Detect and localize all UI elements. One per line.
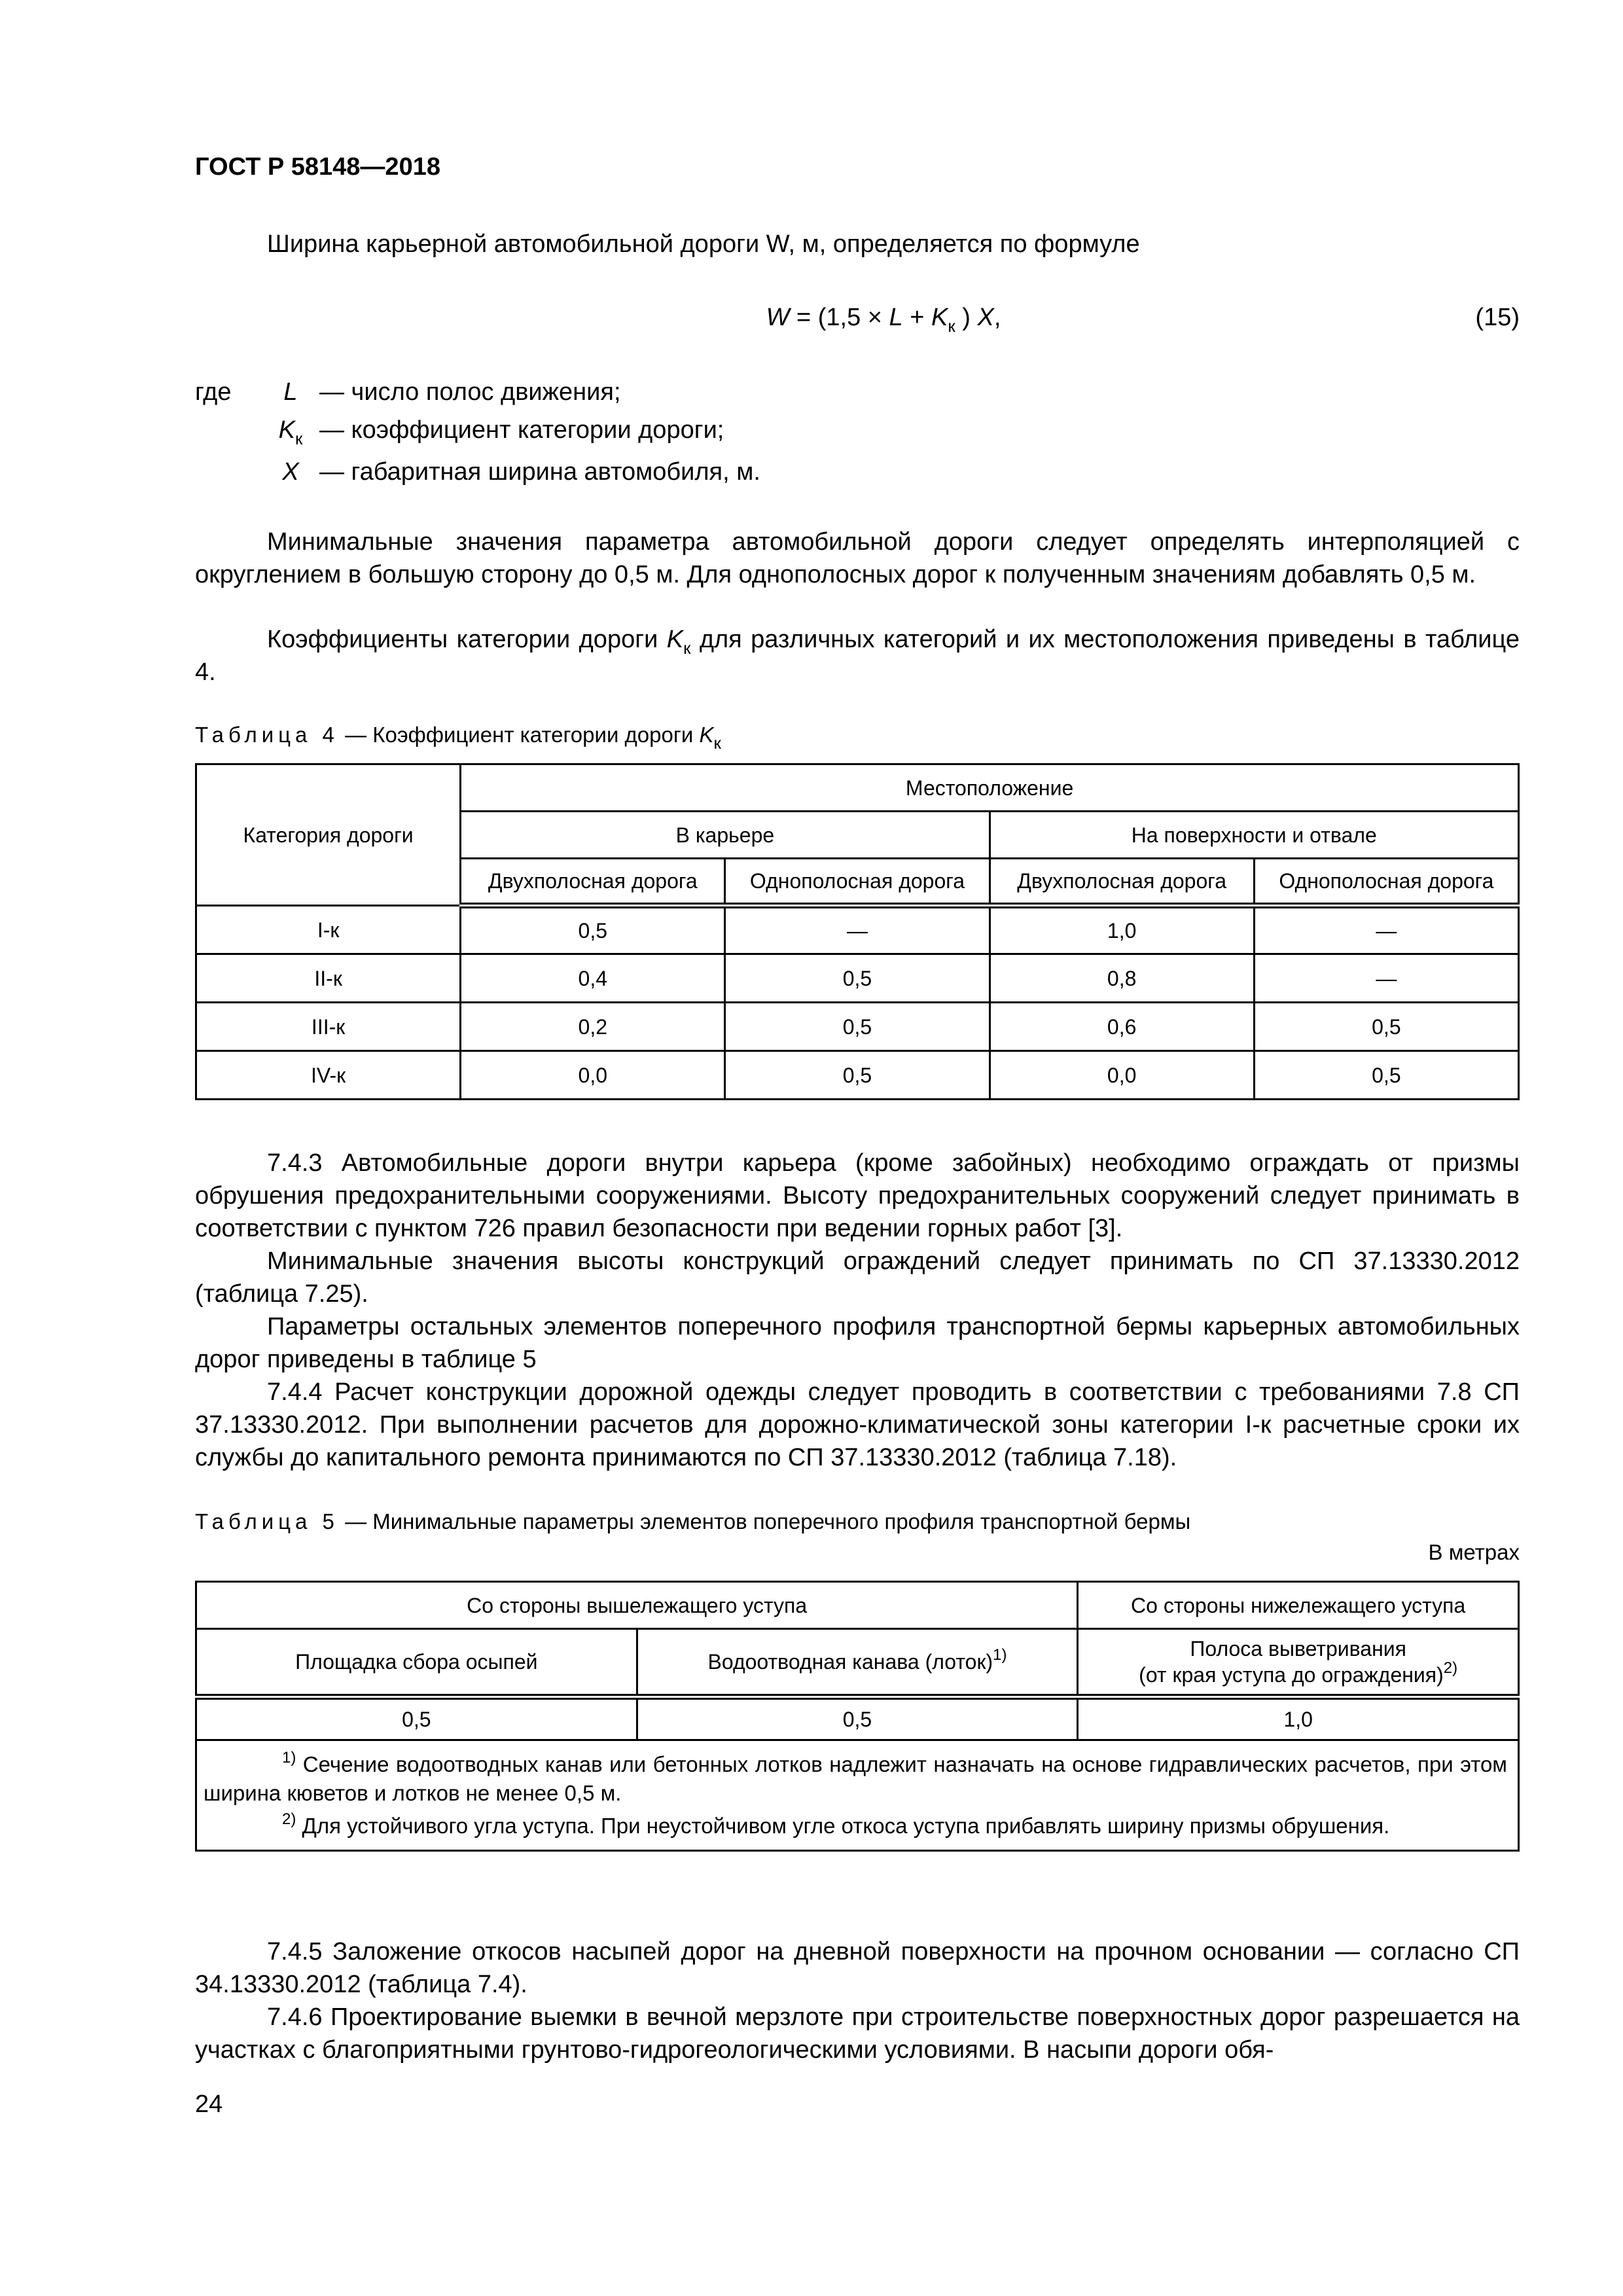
symbol: K xyxy=(278,416,295,444)
header-one-lane: Однополосная дорога xyxy=(1254,859,1518,906)
cell: 0,5 xyxy=(637,1697,1078,1740)
symbol: K xyxy=(699,723,714,747)
cell: 0,5 xyxy=(725,1003,990,1051)
header-surface: На поверхности и отвале xyxy=(990,812,1518,859)
header-one-lane: Однополосная дорога xyxy=(725,859,990,906)
footnote xyxy=(204,1812,1507,1840)
text: Сечение водоотводных канав или бетонных лотков надлежит назначать на основе гидравлических расчетов, при этом ширина кюветов и лотков не менее 0,5 м. xyxy=(204,1752,1507,1805)
table-row xyxy=(196,1003,1519,1051)
header-drain-ditch xyxy=(637,1629,1078,1697)
caption-text: — Минимальные параметры элементов поперечного профиля транспортной бермы xyxy=(338,1509,1191,1534)
cell: II-к xyxy=(196,954,461,1003)
cell: — xyxy=(725,906,990,954)
header-weathering-strip xyxy=(1078,1629,1519,1697)
section-7-4-4: 7.4.4 Расчет конструкции дорожной одежды следует проводить в соответствии с требованиями 7.8 СП 37.13330.2012. При выполнении расчетов для дорожно-климатической зоны категории I-к расчетные сроки их службы до капитального ремонта принимаются по СП 37.13330.2012 (таблица 7.18). xyxy=(195,1378,1520,1471)
symbol: X xyxy=(282,458,299,486)
cell: 0,2 xyxy=(461,1003,725,1051)
caption-label: Таблица 5 xyxy=(195,1509,339,1534)
cell: 0,5 xyxy=(1254,1003,1518,1051)
symbol: L xyxy=(283,378,298,406)
cell: 0,8 xyxy=(990,954,1254,1003)
formula-var: W xyxy=(766,304,790,331)
cell: — xyxy=(1254,954,1518,1003)
symbol-sub: к xyxy=(683,638,691,658)
text: для различных категорий и их местоположения приведены в таблице 4. xyxy=(195,626,1520,686)
header-upper-side: Со стороны вышележащего уступа xyxy=(196,1582,1078,1629)
header-lower-side: Со стороны нижележащего уступа xyxy=(1078,1582,1519,1629)
cell: 0,0 xyxy=(461,1051,725,1100)
header-two-lane: Двухполосная дорога xyxy=(990,859,1254,906)
cell: 0,4 xyxy=(461,954,725,1003)
header-two-lane: Двухполосная дорога xyxy=(461,859,725,906)
cell: — xyxy=(1254,906,1518,954)
text: Водоотводная канава (лоток) xyxy=(707,1650,993,1674)
formula-var: L xyxy=(889,304,903,331)
table5-units: В метрах xyxy=(1428,1540,1520,1564)
formula-text: + xyxy=(902,304,931,331)
cell: 0,6 xyxy=(990,1003,1254,1051)
definition: — габаритная ширина автомобиля, м. xyxy=(319,458,760,486)
cell: IV-к xyxy=(196,1051,461,1100)
definition: — коэффициент категории дороги; xyxy=(319,416,724,444)
table4-caption xyxy=(195,719,1520,751)
section-7-4-3 xyxy=(195,1147,1520,1474)
footnote-mark: 2) xyxy=(1443,1659,1458,1677)
cell: 0,5 xyxy=(461,906,725,954)
table4 xyxy=(195,763,1520,1100)
cell: III-к xyxy=(196,1003,461,1051)
paragraph: 7.4.5 Заложение откосов насыпей дорог на дневной поверхности на прочном основании — согласно СП 34.13330.2012 (таблица 7.4). xyxy=(195,1938,1520,1998)
formula-text: = (1,5 × xyxy=(789,304,889,331)
where-list xyxy=(195,376,1520,488)
footnote-mark: 2) xyxy=(282,1810,296,1828)
footnote-mark: 1) xyxy=(993,1646,1007,1664)
header-scree-area: Площадка сбора осыпей xyxy=(196,1629,637,1697)
cell: I-к xyxy=(196,906,461,954)
formula-text: , xyxy=(993,304,1001,331)
formula-var: X xyxy=(977,304,994,331)
cell: 0,5 xyxy=(1254,1051,1518,1100)
formula-number: (15) xyxy=(1475,304,1520,331)
table-row xyxy=(196,906,1519,954)
document-code-header: ГОСТ Р 58148—2018 xyxy=(195,153,440,181)
table5-caption xyxy=(195,1505,1520,1538)
paragraph: Параметры остальных элементов поперечного профиля транспортной бермы карьерных автомобильных дорог приведены в таблице 5 xyxy=(195,1313,1520,1373)
symbol-sub: к xyxy=(294,429,303,448)
cell: 0,0 xyxy=(990,1051,1254,1100)
table-row xyxy=(196,1697,1519,1740)
footnote xyxy=(204,1750,1507,1808)
formula-var: K xyxy=(931,304,948,331)
table-row xyxy=(196,1051,1519,1100)
cell: 1,0 xyxy=(990,906,1254,954)
formula-text: ) xyxy=(955,304,978,331)
text: (от края уступа до ограждения) xyxy=(1139,1663,1444,1687)
table5 xyxy=(195,1581,1520,1852)
footnote-mark: 1) xyxy=(282,1749,296,1767)
definition: — число полос движения; xyxy=(319,378,621,406)
paragraph: Минимальные значения высоты конструкций ограждений следует принимать по СП 37.13330.2012 (таблица 7.25). xyxy=(195,1247,1520,1308)
cell: 0,5 xyxy=(196,1697,637,1740)
intro-paragraph: Ширина карьерной автомобильной дороги W, м, определяется по формуле xyxy=(267,230,1140,258)
text: Для устойчивого угла уступа. При неустойчивом угле откоса уступа прибавлять ширину призмы обрушения. xyxy=(296,1814,1390,1838)
caption-label: Таблица 4 xyxy=(195,723,339,747)
page-number: 24 xyxy=(195,2090,223,2118)
header-quarry: В карьере xyxy=(461,812,990,859)
paragraph: 7.4.3 Автомобильные дороги внутри карьера (кроме забойных) необходимо ограждать от призмы обрушения предохранительными сооружениями. Высоту предохранительных сооружений следует принимать в соответствии с пунктом 726 правил безопасности при ведении горных работ [3]. xyxy=(195,1149,1520,1242)
header-location: Местоположение xyxy=(461,764,1519,812)
header-category: Категория дороги xyxy=(196,764,461,906)
section-7-4-5 xyxy=(195,1935,1520,2066)
text: Полоса выветривания xyxy=(1190,1637,1406,1660)
paragraph-coefficients xyxy=(195,623,1520,689)
symbol: K xyxy=(666,626,684,653)
formula-15 xyxy=(195,301,1520,334)
cell: 0,5 xyxy=(725,1051,990,1100)
text: Коэффициенты категории дороги xyxy=(267,626,667,653)
cell: 0,5 xyxy=(725,954,990,1003)
where-label: где xyxy=(195,378,232,406)
symbol-sub: к xyxy=(713,733,721,753)
paragraph-min-values: Минимальные значения параметра автомобильной дороги следует определять интерполяцией с округлением в большую сторону до 0,5 м. Для однополосных дорог к полученным значениям добавлять 0,5 м. xyxy=(195,528,1520,588)
formula-sub: к xyxy=(948,316,955,336)
table-row xyxy=(196,954,1519,1003)
table5-notes xyxy=(196,1740,1519,1851)
caption-text: — Коэффициент категории дороги xyxy=(338,723,700,747)
cell: 1,0 xyxy=(1078,1697,1519,1740)
section-7-4-6: 7.4.6 Проектирование выемки в вечной мерзлоте при строительстве поверхностных дорог разрешается на участках с благоприятными грунтово-гидрогеологическими условиями. В насыпи дороги обя- xyxy=(195,2003,1520,2064)
